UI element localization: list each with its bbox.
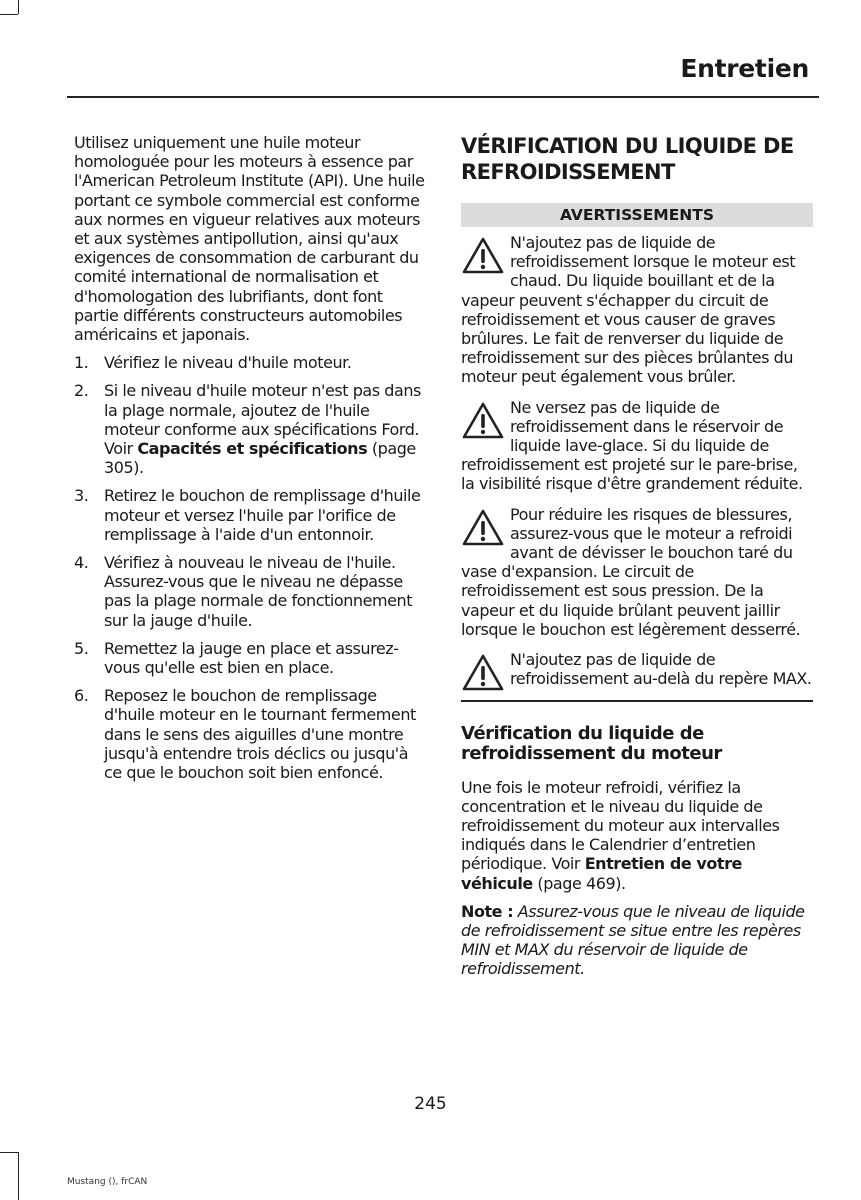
warning-block: Ne versez pas de liquide de refroidissement dans le réservoir de liquide lave-glace. Si du liquide de refroidissement est projeté sur le pare-brise, la visibilité risque d'être grandement réduite.: [461, 397, 803, 494]
step-item: 2. Si le niveau d'huile moteur n'est pas dans la plage normale, ajoutez de l'huile moteur conforme aux spécifications Ford. Voir Capacités et spécifications (page 305).: [74, 381, 421, 478]
crop-mark-top-v: [18, 0, 19, 14]
subsection-title: Vérification du liquide de refroidissement du moteur: [461, 722, 722, 764]
steps-list: [74, 353, 426, 782]
page-title: Entretien: [680, 54, 809, 83]
note-label: Note :: [461, 901, 514, 921]
warning-triangle-icon: [461, 507, 505, 551]
step-item: 1. Vérifiez le niveau d'huile moteur.: [74, 353, 352, 373]
cross-reference-link[interactable]: Capacités et spécifications: [137, 439, 368, 459]
warnings-heading: AVERTISSEMENTS: [461, 203, 813, 227]
warning-block: N'ajoutez pas de liquide de refroidissement lorsque le moteur est chaud. Du liquide bouillant et de la vapeur peuvent s'échapper du circuit de refroidissement et vous causer de graves brûlures. Le fait de renverser du liquide de refroidissement sur des pièces brûlantes du moteur peut également vous brûler.: [461, 233, 796, 387]
step-item: 3. Retirez le bouchon de remplissage d'huile moteur et versez l'huile par l'orifice de remplissage à l'aide d'un entonnoir.: [74, 486, 421, 544]
warning-block: N'ajoutez pas de liquide de refroidissement au-delà du repère MAX.: [461, 650, 813, 696]
page-number: 245: [414, 1094, 447, 1114]
section-title: VÉRIFICATION DU LIQUIDE DE REFROIDISSEMENT: [461, 134, 794, 184]
crop-mark-top-h: [0, 14, 18, 15]
warnings-divider: [461, 700, 813, 702]
step-item: 5. Remettez la jauge en place et assurez-vous qu'elle est bien en place.: [74, 638, 399, 678]
note-paragraph: Note : Assurez-vous que le niveau de liquide de refroidissement se situe entre les repères MIN et MAX du réservoir de liquide de refroidissement.: [461, 901, 805, 979]
warning-triangle-icon: [461, 235, 505, 279]
warning-triangle-icon: [461, 652, 505, 696]
step-item: 4. Vérifiez à nouveau le niveau de l'huile. Assurez-vous que le niveau ne dépasse pas la plage normale de fonctionnement sur la jauge d'huile.: [74, 553, 413, 630]
cross-reference-link[interactable]: Entretien de votre véhicule: [461, 854, 742, 893]
header-divider: [67, 96, 819, 98]
intro-paragraph: Utilisez uniquement une huile moteur homologuée pour les moteurs à essence par l'American Petroleum Institute (API). Une huile portant ce symbole commercial est conforme aux normes en vigueur relatives aux moteurs et aux systèmes antipollution, ainsi qu'aux exigences de consommation de carburant du comité international de normalisation et d'homologation des lubrifiants, dont font partie différents constructeurs automobiles américains et japonais.: [74, 133, 425, 345]
crop-mark-bottom-h: [0, 1152, 18, 1153]
footer-doc-id: Mustang (), frCAN: [67, 1177, 148, 1187]
right-column: [461, 133, 813, 988]
crop-mark-bottom-v: [18, 1152, 19, 1200]
left-column: [74, 133, 426, 791]
warning-block: Pour réduire les risques de blessures, assurez-vous que le moteur a refroidi avant de dévisser le bouchon taré du vase d'expansion. Le circuit de refroidissement est sous pression. De la vapeur et du liquide brûlant peuvent jaillir lorsque le bouchon est légèrement desserré.: [461, 504, 801, 639]
step-item: 6. Reposez le bouchon de remplissage d'huile moteur en le tournant fermement dans le sens des aiguilles d'une montre jusqu'à entendre trois déclics ou jusqu'à ce que le bouchon soit bien enfoncé.: [74, 686, 416, 783]
warning-triangle-icon: [461, 400, 505, 444]
body-paragraph: Une fois le moteur refroidi, vérifiez la concentration et le niveau du liquide de refroidissement du moteur aux intervalles indiqués dans le Calendrier d’entretien périodique. Voir Entretien de votre véhicule (page 469).: [461, 777, 780, 893]
